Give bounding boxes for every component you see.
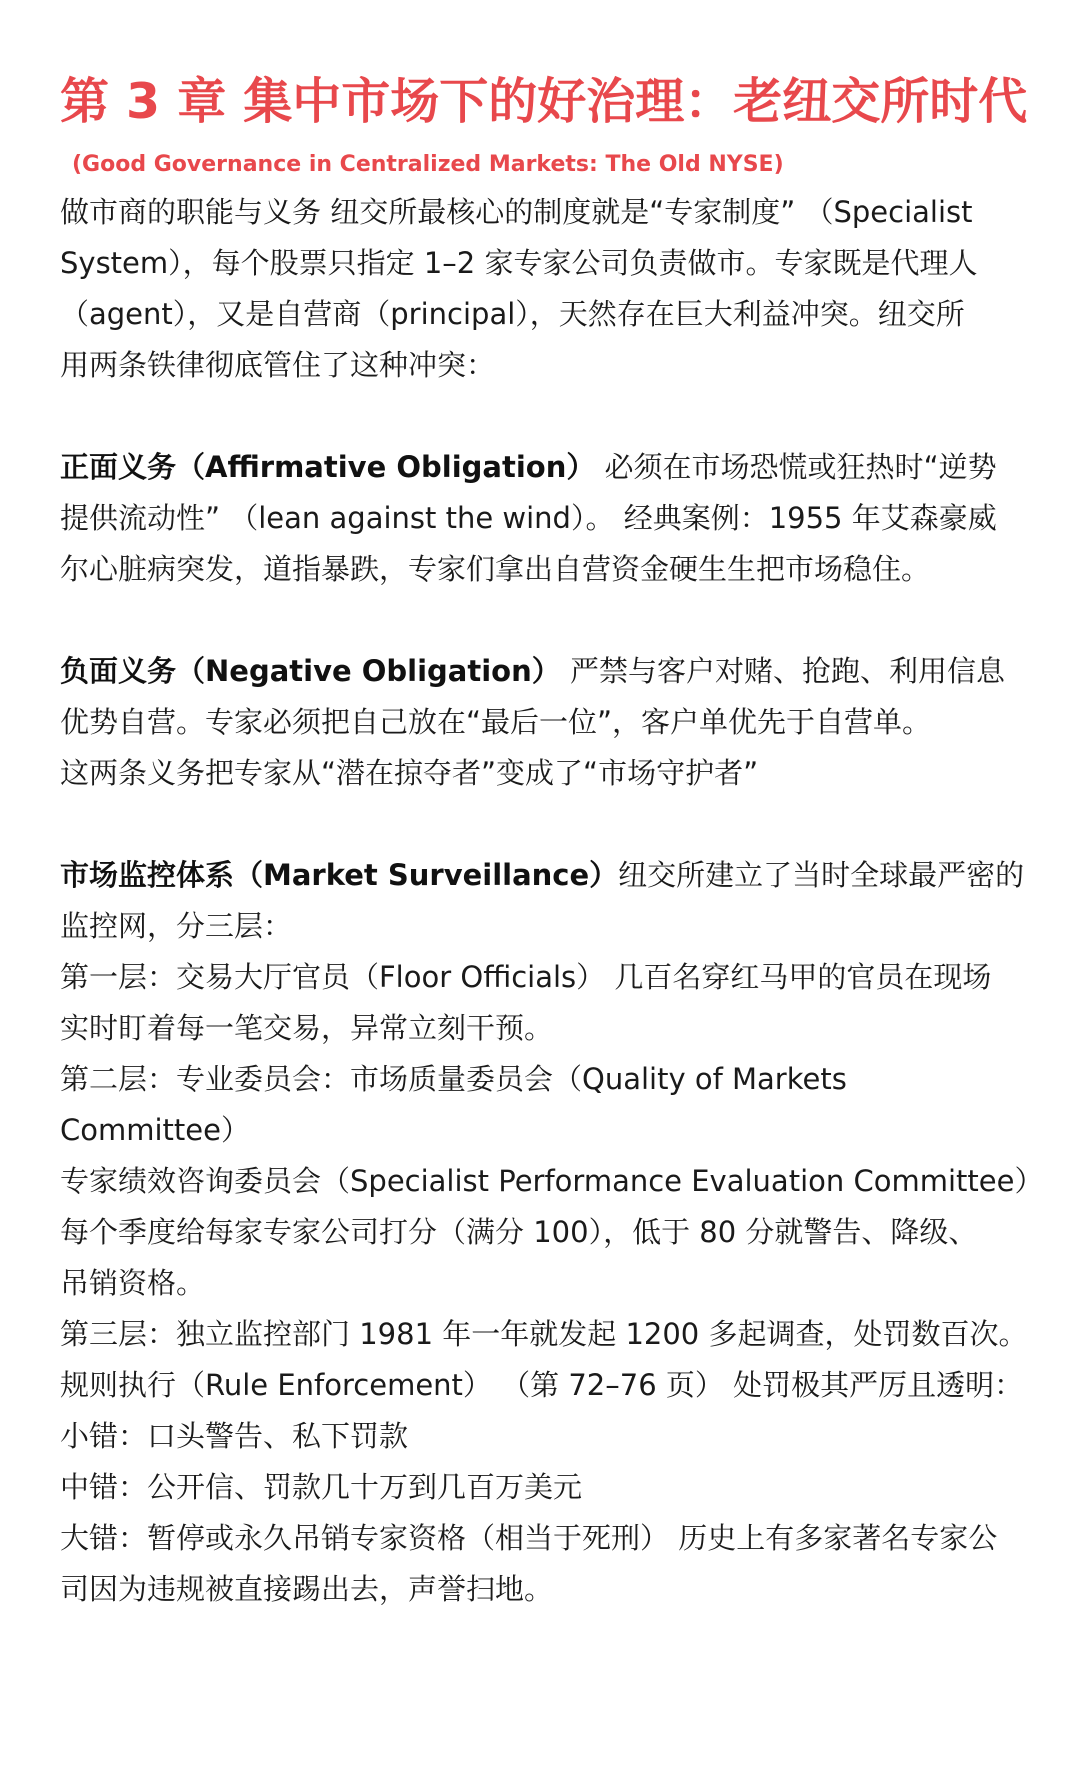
surveillance-heading: 市场监控体系（Market Surveillance） [60, 858, 619, 892]
affirmative-line: 提供流动性” （lean against the wind）。 经典案例：1955 年艾森豪威 [60, 501, 997, 535]
negative-text: 严禁与客户对赌、抢跑、利用信息 [560, 654, 1005, 688]
surveillance-line: 第二层：专业委员会：市场质量委员会（Quality of Markets [60, 1062, 847, 1096]
document-page [60, 62, 1045, 1615]
intro-line: 做市商的职能与义务 纽交所最核心的制度就是“专家制度” （Specialist [60, 195, 973, 229]
affirmative-text: 必须在市场恐慌或狂热时“逆势 [595, 450, 997, 484]
affirmative-line: 尔心脏病突发，道指暴跌，专家们拿出自营资金硬生生把市场稳住。 [60, 552, 931, 586]
surveillance-line: 第一层：交易大厅官员（Floor Officials） 几百名穿红马甲的官员在现场 [60, 960, 992, 994]
surveillance-line: Committee） [60, 1113, 250, 1147]
surveillance-line: 实时盯着每一笔交易，异常立刻干预。 [60, 1011, 554, 1045]
negative-heading: 负面义务（Negative Obligation） [60, 654, 561, 688]
surveillance-line: 专家绩效咨询委员会（Specialist Performance Evaluation Committee） [60, 1164, 1044, 1198]
negative-line: 这两条义务把专家从“潜在掠夺者”变成了“市场守护者” [60, 756, 759, 790]
surveillance-line: 第三层：独立监控部门 1981 年一年就发起 1200 多起调查，处罚数百次。 [60, 1317, 1028, 1351]
market-surveillance-paragraph [60, 850, 1045, 1615]
affirmative-line [60, 442, 1045, 493]
negative-obligation-paragraph [60, 646, 1045, 799]
surveillance-line: 小错：口头警告、私下罚款 [60, 1419, 409, 1453]
surveillance-line: 规则执行（Rule Enforcement） （第 72–76 页） 处罚极其严厉且透明： [60, 1368, 1024, 1402]
surveillance-line: 吊销资格。 [60, 1266, 206, 1300]
affirmative-heading: 正面义务（Affirmative Obligation） [60, 450, 596, 484]
surveillance-line [60, 850, 1045, 901]
surveillance-line: 监控网，分三层： [60, 909, 293, 943]
chapter-title: 第 3 章 集中市场下的好治理：老纽交所时代 [60, 73, 1028, 130]
surveillance-text: 纽交所建立了当时全球最严密的 [618, 858, 1025, 892]
surveillance-line: 司因为违规被直接踢出去，声誉扫地。 [60, 1572, 554, 1606]
intro-paragraph [60, 187, 1045, 391]
negative-line [60, 646, 1045, 697]
surveillance-line: 大错：暂停或永久吊销专家资格（相当于死刑） 历史上有多家著名专家公 [60, 1521, 998, 1555]
intro-line: System），每个股票只指定 1–2 家专家公司负责做市。专家既是代理人 [60, 246, 978, 280]
negative-line: 优势自营。专家必须把自己放在“最后一位”，客户单优先于自营单。 [60, 705, 932, 739]
affirmative-obligation-paragraph [60, 442, 1045, 595]
surveillance-line: 每个季度给每家专家公司打分（满分 100），低于 80 分就警告、降级、 [60, 1215, 978, 1249]
surveillance-line: 中错：公开信、罚款几十万到几百万美元 [60, 1470, 583, 1504]
intro-line: （agent），又是自营商（principal），天然存在巨大利益冲突。纽交所 [60, 297, 965, 331]
chapter-subtitle: (Good Governance in Centralized Markets: The Old NYSE) [72, 152, 784, 177]
intro-line: 用两条铁律彻底管住了这种冲突： [60, 348, 496, 382]
